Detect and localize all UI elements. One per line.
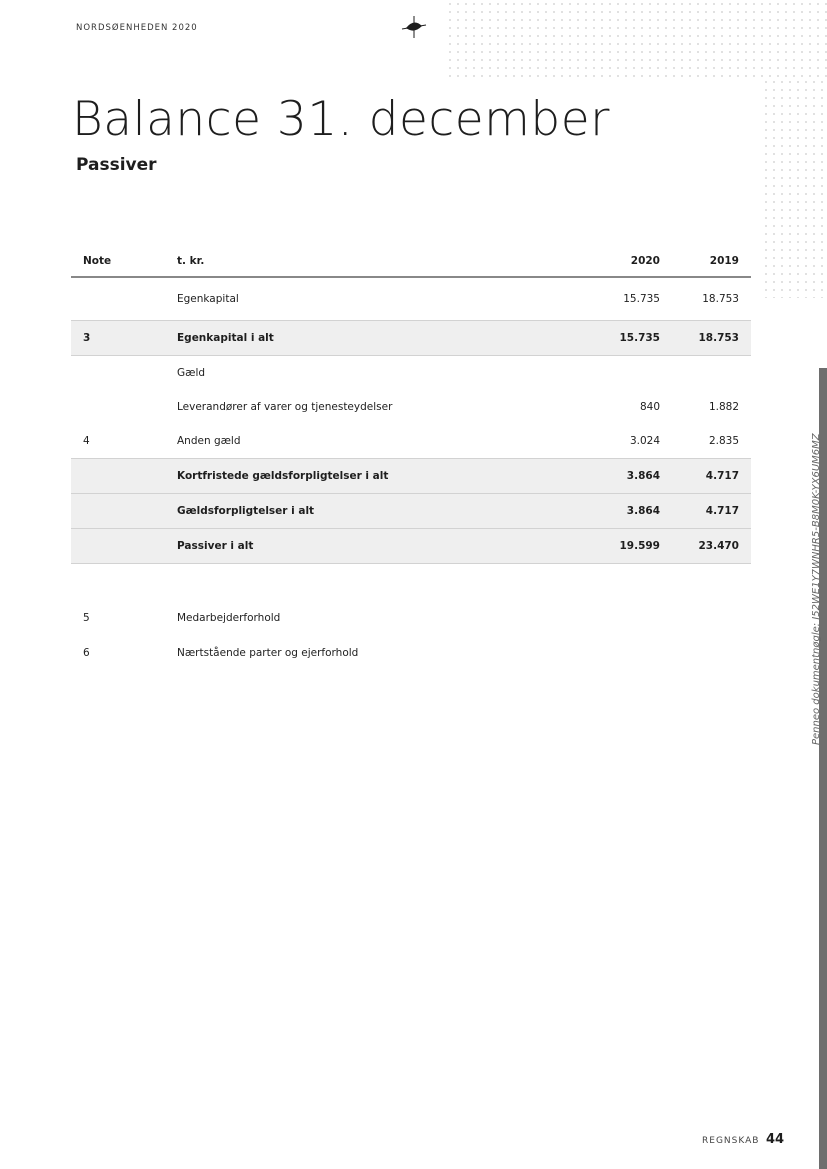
compass-needle-icon: [401, 14, 427, 40]
table-header-row: [71, 246, 751, 277]
list-item: [71, 600, 571, 635]
row-value-2020: 840: [639, 401, 660, 413]
row-value-2019: 23.470: [660, 529, 751, 564]
row-value-2020: 3.864: [580, 459, 660, 494]
row-value-2020: 15.735: [623, 293, 660, 305]
row-value-2019: 4.717: [660, 459, 751, 494]
row-note: 3: [71, 321, 177, 356]
document-key-label: Penneo dokumentnøgle: I52WE1Y7WNHR5-B8M0K-YX6UM6MZ: [811, 433, 822, 745]
row-value-2019: 18.753: [702, 293, 739, 305]
row-label: Egenkapital i alt: [177, 321, 580, 356]
balance-table: [71, 246, 751, 564]
footer-section-label: REGNSKAB: [702, 1136, 760, 1146]
dot-pattern-top: [446, 0, 827, 78]
row-value-2019: [660, 356, 751, 391]
row-value-2019: 2.835: [708, 435, 739, 447]
page-subtitle: Passiver: [76, 155, 157, 175]
list-item: [71, 635, 571, 670]
table-row: [71, 277, 751, 321]
row-label: Gæld: [177, 367, 206, 379]
row-value-2020: 3.864: [580, 494, 660, 529]
column-header-text: t. kr.: [177, 246, 580, 277]
row-note: [71, 277, 177, 321]
column-header-2019: 2019: [660, 246, 751, 277]
page-title: Balance 31. december: [72, 92, 610, 147]
table-row: [71, 424, 751, 459]
row-value-2020: 19.599: [580, 529, 660, 564]
note-number: 5: [83, 611, 90, 624]
row-label: Leverandører af varer og tjenesteydelser: [177, 401, 393, 413]
row-label: Gældsforpligtelser i alt: [177, 494, 580, 529]
note-number: 6: [83, 646, 90, 659]
row-note: [71, 356, 177, 391]
row-value-2020: 15.735: [580, 321, 660, 356]
row-note: [71, 529, 177, 564]
row-label: Kortfristede gældsforpligtelser i alt: [177, 459, 580, 494]
table-row-total: [71, 459, 751, 494]
row-value-2019: 18.753: [660, 321, 751, 356]
row-value-2019: 4.717: [660, 494, 751, 529]
row-value-2020: 3.024: [629, 435, 660, 447]
table-row-total: [71, 494, 751, 529]
column-header-note: Note: [71, 246, 177, 277]
table-row-grand-total: [71, 529, 751, 564]
note-label: Medarbejderforhold: [177, 611, 281, 624]
row-label: Egenkapital: [177, 293, 239, 305]
page-number: 44: [766, 1132, 785, 1147]
dot-pattern-side: [762, 78, 827, 298]
table-row-total: [71, 321, 751, 356]
row-label: Passiver i alt: [177, 529, 580, 564]
table-row: [71, 356, 751, 391]
note-label: Nærtstående parter og ejerforhold: [177, 646, 359, 659]
row-value-2020: [580, 356, 660, 391]
row-value-2019: 1.882: [708, 401, 739, 413]
running-header: NORDSØENHEDEN 2020: [76, 23, 198, 33]
table-row: [71, 390, 751, 424]
row-note: [71, 494, 177, 529]
row-note: [71, 390, 177, 424]
row-note: [71, 459, 177, 494]
row-label: Anden gæld: [177, 435, 241, 447]
notes-list: [71, 600, 571, 670]
row-note: 4: [83, 435, 90, 447]
column-header-2020: 2020: [580, 246, 660, 277]
